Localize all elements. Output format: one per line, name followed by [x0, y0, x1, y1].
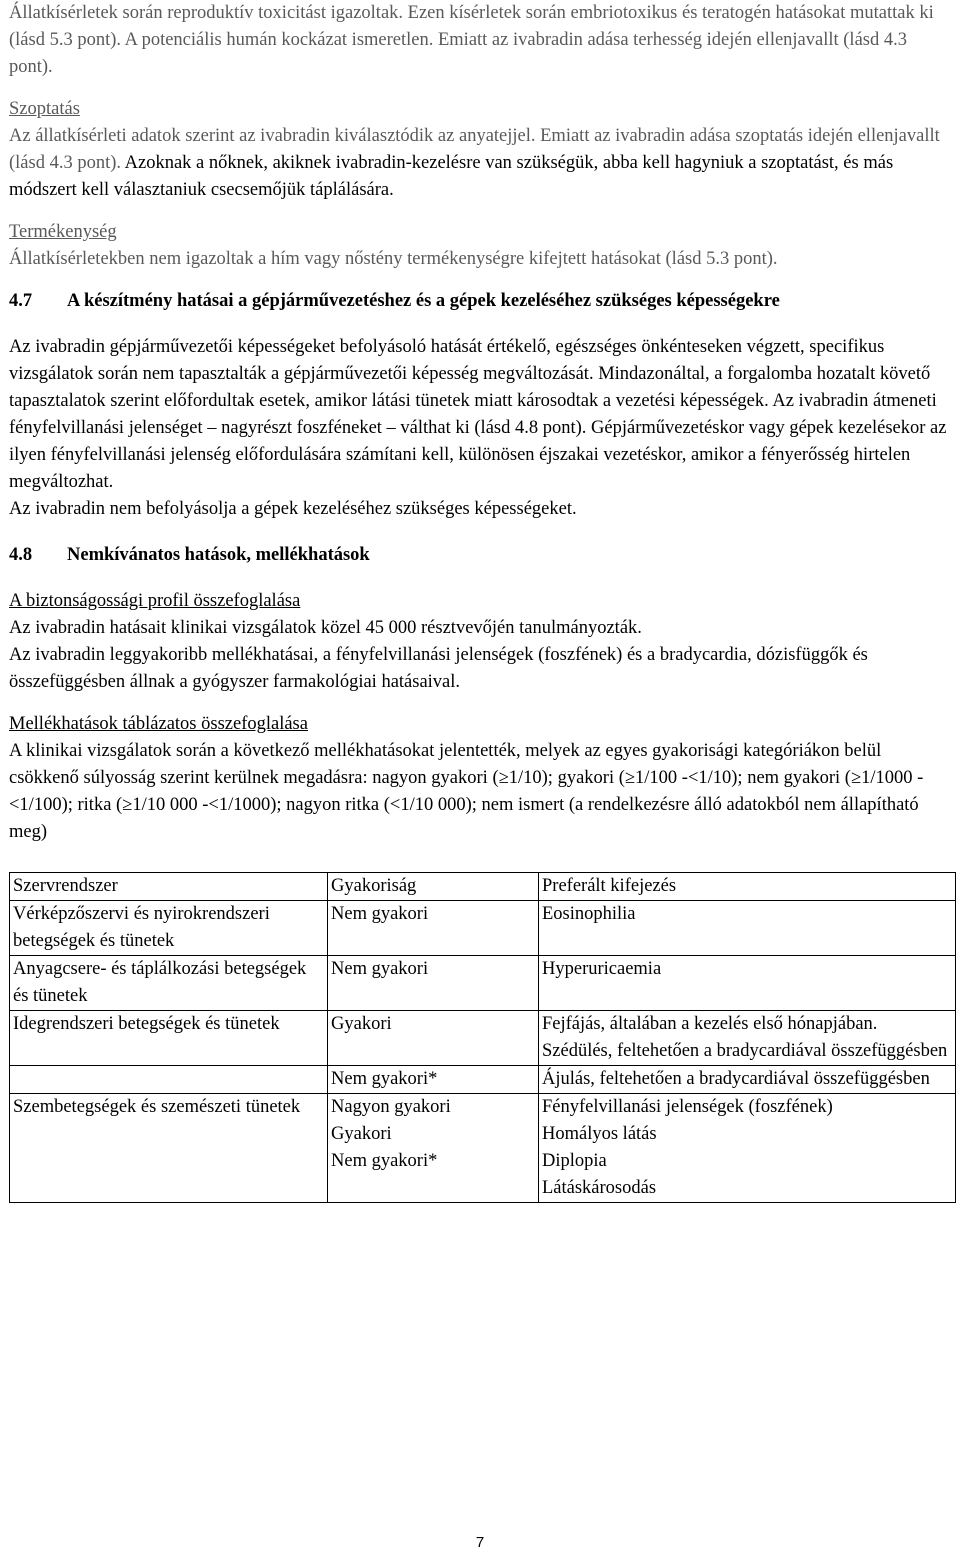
- section-title: Nemkívánatos hatások, mellékhatások: [67, 545, 370, 565]
- table-row: [10, 1011, 956, 1066]
- document-page: [9, 0, 955, 1203]
- term-line: Diplopia: [542, 1151, 607, 1171]
- term-line: Fényfelvillanási jelenségek (foszfének): [542, 1097, 833, 1117]
- table-header-cell: Preferált kifejezés: [539, 873, 956, 901]
- adverse-reactions-table: [9, 872, 956, 1203]
- table-cell-term: Ájulás, feltehetően a bradycardiával összefüggésben: [539, 1066, 956, 1094]
- table-row: [10, 901, 956, 956]
- table-row: [10, 1066, 956, 1094]
- table-cell-term: [539, 1094, 956, 1203]
- table-cell-frequency: Nem gyakori: [328, 956, 539, 1011]
- table-cell-term: Hyperuricaemia: [539, 956, 956, 1011]
- page-number: 7: [475, 1534, 485, 1551]
- table-cell-frequency: Nem gyakori: [328, 901, 539, 956]
- table-cell-soc: Idegrendszeri betegségek és tünetek: [10, 1011, 328, 1066]
- intro-paragraph: Állatkísérletek során reproduktív toxicitást igazoltak. Ezen kísérletek során embriotoxikus és teratogén hatásokat mutattak ki (lásd 5.3 pont). A potenciális humán kockázat ismeretlen. Emiatt az ivabradin adása terhesség idején ellenjavallt (lásd 4.3 pont).: [9, 3, 934, 77]
- table-cell-soc: Anyagcsere- és táplálkozási betegségek és tünetek: [10, 956, 328, 1011]
- frequency-line: Nem gyakori*: [331, 1151, 438, 1171]
- breastfeeding-paragraph: [9, 123, 955, 204]
- term-line: Fejfájás, általában a kezelés első hónapjában.: [542, 1014, 878, 1034]
- table-cell-term: Eosinophilia: [539, 901, 956, 956]
- table-cell-soc: Szembetegségek és szemészeti tünetek: [10, 1094, 328, 1203]
- table-header-cell: Gyakoriság: [328, 873, 539, 901]
- breastfeeding-heading: Szoptatás: [9, 99, 80, 119]
- safety-profile-heading: A biztonságossági profil összefoglalása: [9, 591, 301, 611]
- section-4-7-paragraph-2: Az ivabradin nem befolyásolja a gépek kezeléséhez szükséges képességeket.: [9, 499, 577, 519]
- table-row: [10, 956, 956, 1011]
- section-title: A készítmény hatásai a gépjárművezetéshez és a gépek kezeléséhez szükséges képességekre: [67, 291, 780, 311]
- table-cell-frequency: Gyakori: [328, 1011, 539, 1066]
- table-cell-soc: Vérképzőszervi és nyirokrendszeri betegségek és tünetek: [10, 901, 328, 956]
- table-row: [10, 1094, 956, 1203]
- breastfeeding-text: Azoknak a nőknek, akiknek ivabradin-kezelésre van szükségük, abba kell hagyniuk a szoptatást, és más módszert kell választaniuk csecsemőjük táplálására.: [9, 153, 894, 200]
- term-line: Homályos látás: [542, 1124, 657, 1144]
- table-cell-term: [539, 1011, 956, 1066]
- fertility-heading: Termékenység: [9, 222, 117, 242]
- table-header-cell: Szervrendszer: [10, 873, 328, 901]
- section-4-7-heading: [9, 288, 955, 315]
- term-line: Szédülés, feltehetően a bradycardiával összefüggésben: [542, 1041, 948, 1061]
- term-line: Látáskárosodás: [542, 1178, 657, 1198]
- frequency-line: Nagyon gyakori: [331, 1097, 451, 1117]
- table-summary-intro: A klinikai vizsgálatok során a következő mellékhatásokat jelentették, melyek az egyes gyakorisági kategóriákon belül csökkenő súlyosság szerint kerülnek megadásra: nagyon gyakori (≥1/10); gyakori (≥1/100 -<1/10); nem gyakori (≥1/1000 -<1/100); ritka (≥1/10 000 -<1/1000); nagyon ritka (<1/10 000); nem ismert (a rendelkezésre álló adatokból nem állapítható meg): [9, 741, 924, 842]
- section-4-8-heading: [9, 542, 955, 569]
- breastfeeding-text-grey: Az állatkísérleti adatok szerint az ivabradin kiválasztódik az anyatejjel. Emiatt az ivabradin adása szoptatás idején ellenjavallt (lásd 4.3 pont).: [9, 126, 940, 173]
- table-cell-frequency: [328, 1094, 539, 1203]
- table-summary-heading: Mellékhatások táblázatos összefoglalása: [9, 714, 308, 734]
- table-cell-frequency: Nem gyakori*: [328, 1066, 539, 1094]
- frequency-line: Gyakori: [331, 1124, 392, 1144]
- safety-profile-paragraph-2: Az ivabradin leggyakoribb mellékhatásai, a fényfelvillanási jelenségek (foszfének) és a bradycardia, dózisfüggők és összefüggésben állnak a gyógyszer farmakológiai hatásaival.: [9, 645, 868, 692]
- section-number: 4.8: [9, 545, 33, 565]
- section-number: 4.7: [9, 291, 33, 311]
- table-cell-soc: [10, 1066, 328, 1094]
- fertility-paragraph: Állatkísérletekben nem igazoltak a hím vagy nőstény termékenységre kifejtett hatásokat (lásd 5.3 pont).: [9, 249, 778, 269]
- section-4-7-paragraph: Az ivabradin gépjárművezetői képességeket befolyásoló hatását értékelő, egészséges önkénteseken végzett, specifikus vizsgálatok során nem tapasztalták a gépjárművezetői képesség megváltozását. Mindazonáltal, a forgalomba hozatalt követő tapasztalatok szerint előfordultak esetek, amikor látási tünetek miatt károsodtak a vezetési képességek. Az ivabradin átmeneti fényfelvillanási jelenséget – nagyrészt foszféneket – válthat ki (lásd 4.8 pont). Gépjárművezetéskor vagy gépek kezelésekor az ilyen fényfelvillanási jelenség előfordulására számítani kell, különösen éjszakai vezetéskor, amikor a fényerősség hirtelen megváltozhat.: [9, 337, 947, 492]
- table-header-row: [10, 873, 956, 901]
- safety-profile-paragraph-1: Az ivabradin hatásait klinikai vizsgálatok közel 45 000 résztvevőjén tanulmányozták.: [9, 618, 642, 638]
